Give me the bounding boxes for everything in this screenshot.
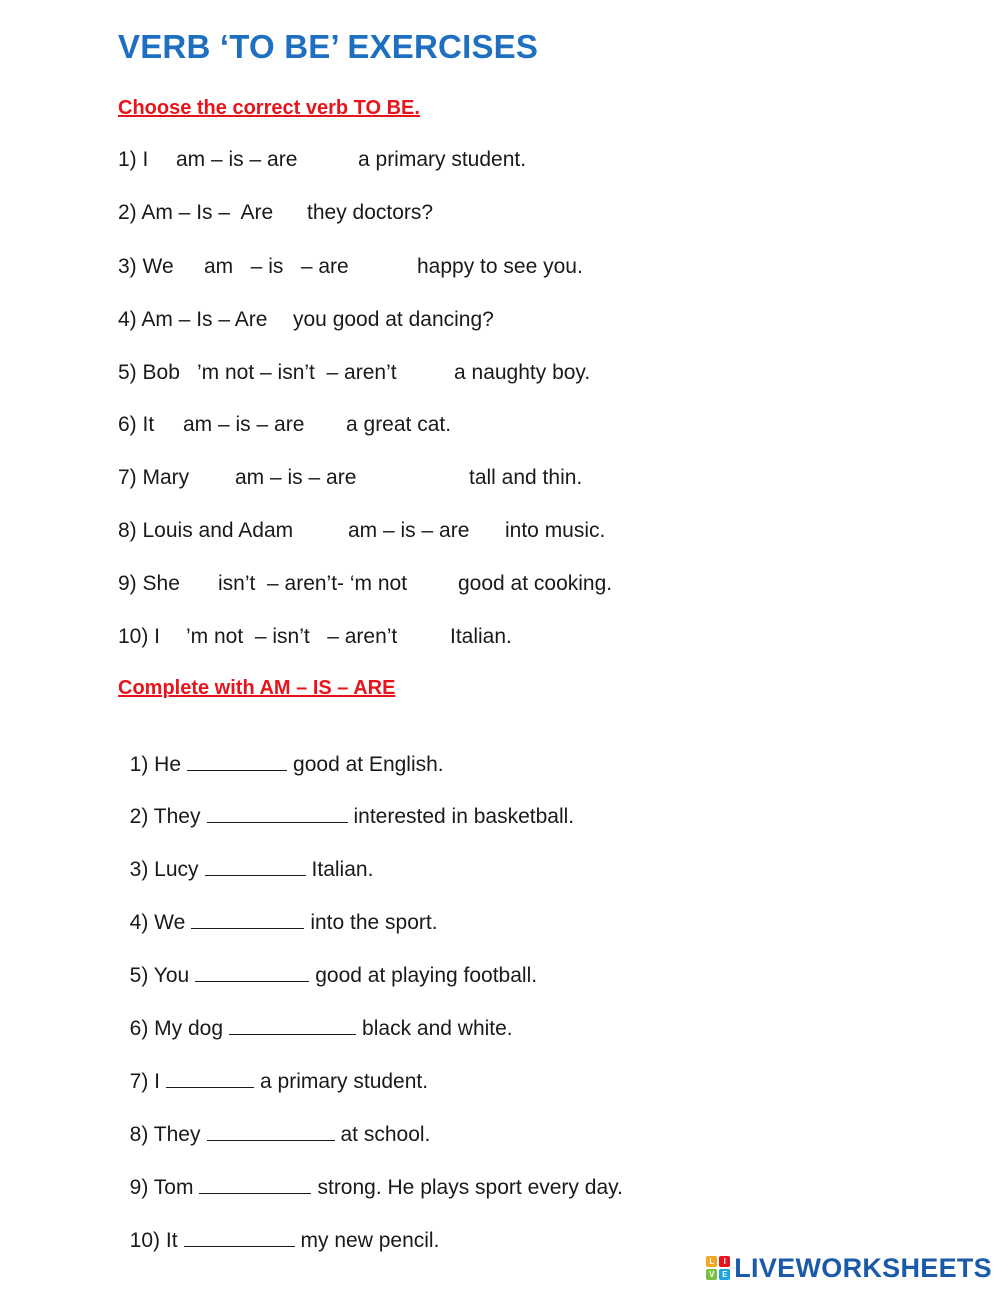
answer-blank[interactable] [187,753,287,771]
item-suffix: black and white. [362,1017,513,1040]
item-text: a primary student. [358,148,527,171]
logo-block: L [706,1256,717,1267]
item-suffix: good at English. [293,753,444,776]
item-text: happy to see you. [417,255,583,278]
logo-block: I [719,1256,730,1267]
verb-options[interactable]: ’m not – isn’t – aren’t [186,625,398,648]
item-number: 5) Bob [118,361,180,384]
verb-options[interactable]: 4) Am – Is – Are [118,308,268,331]
answer-blank[interactable] [229,1017,356,1035]
verb-options[interactable]: am – is – are [183,413,305,436]
logo-text: LIVEWORKSHEETS [734,1252,992,1283]
answer-blank[interactable] [207,1123,335,1141]
complete-item-8 [118,1102,430,1145]
item-suffix: my new pencil. [300,1229,440,1252]
answer-blank[interactable] [166,1070,254,1088]
item-text: tall and thin. [469,466,583,489]
complete-item-2 [118,784,574,827]
item-prefix: 1) He [129,753,182,776]
item-number: 6) It [118,413,155,436]
verb-options[interactable]: isn’t – aren’t- ‘m not [218,572,408,595]
item-suffix: into the sport. [310,911,438,934]
section2-heading: Complete with AM – IS – ARE [118,677,396,699]
complete-item-1 [118,732,444,775]
complete-item-4 [118,890,438,933]
complete-item-7 [118,1049,428,1092]
item-prefix: 8) They [129,1123,201,1146]
logo-block: E [719,1269,730,1280]
item-suffix: Italian. [311,858,374,881]
section1-heading: Choose the correct verb TO BE. [118,97,420,119]
item-text: a great cat. [346,413,452,436]
liveworksheets-logo[interactable] [706,1253,992,1283]
item-suffix: a primary student. [260,1070,429,1093]
verb-options[interactable]: am – is – are [204,255,349,278]
answer-blank[interactable] [207,805,348,823]
logo-blocks-icon [706,1256,730,1280]
item-number: 8) Louis and Adam [118,519,294,542]
item-number: 9) She [118,572,180,595]
answer-blank[interactable] [195,964,309,982]
verb-options[interactable]: am – is – are [348,519,470,542]
item-suffix: strong. He plays sport every day. [317,1176,623,1199]
item-prefix: 3) Lucy [129,858,199,881]
item-suffix: at school. [340,1123,431,1146]
item-prefix: 4) We [129,911,186,934]
answer-blank[interactable] [199,1176,311,1194]
verb-options[interactable]: am – is – are [235,466,357,489]
logo-block: V [706,1269,717,1280]
worksheet-title: VERB ‘TO BE’ EXERCISES [118,28,539,65]
item-text: a naughty boy. [454,361,591,384]
item-text: they doctors? [307,201,434,224]
item-text: into music. [505,519,606,542]
item-prefix: 10) It [129,1229,178,1252]
item-prefix: 9) Tom [129,1176,194,1199]
item-number: 7) Mary [118,466,190,489]
item-number: 3) We [118,255,174,278]
item-text: you good at dancing? [293,308,494,331]
answer-blank[interactable] [191,911,304,929]
item-prefix: 5) You [129,964,190,987]
item-text: Italian. [450,625,512,648]
complete-item-3 [118,837,373,880]
verb-options[interactable]: 2) Am – Is – Are [118,201,274,224]
complete-item-10 [118,1208,439,1251]
verb-options[interactable]: ’m not – isn’t – aren’t [197,361,397,384]
complete-item-9 [118,1155,623,1198]
item-text: good at cooking. [458,572,613,595]
verb-options[interactable]: am – is – are [176,148,298,171]
item-suffix: good at playing football. [315,964,538,987]
complete-item-6 [118,996,513,1039]
item-number: 10) I [118,625,161,648]
answer-blank[interactable] [205,858,306,876]
item-prefix: 7) I [129,1070,161,1093]
answer-blank[interactable] [184,1229,295,1247]
item-prefix: 6) My dog [129,1017,224,1040]
item-prefix: 2) They [129,805,201,828]
item-number: 1) I [118,148,149,171]
item-suffix: interested in basketball. [353,805,575,828]
complete-item-5 [118,943,537,986]
